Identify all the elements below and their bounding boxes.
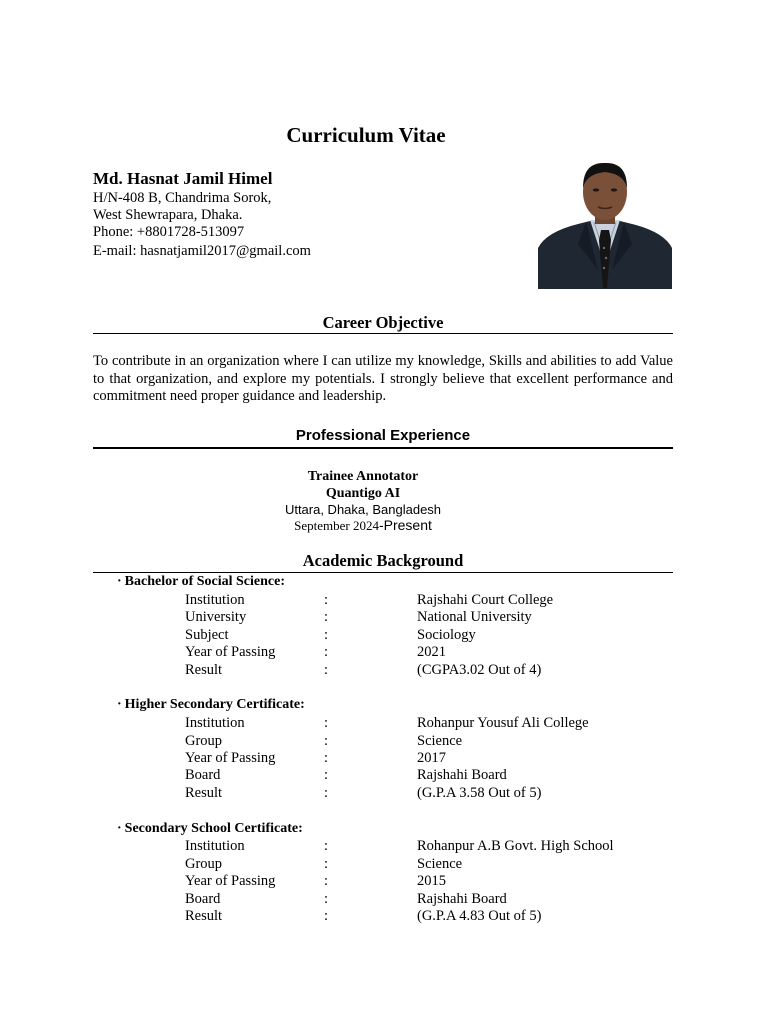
job-period	[233, 517, 493, 534]
field-colon: :	[324, 891, 329, 907]
field-value: Sociology	[417, 627, 476, 643]
field-label: Board	[185, 767, 221, 783]
field-colon: :	[324, 873, 329, 889]
degree-title-text: Bachelor of Social Science:	[124, 574, 285, 589]
degree-title	[117, 574, 285, 590]
field-label: Result	[185, 908, 223, 924]
company-name: Quantigo AI	[325, 486, 401, 501]
email-line: E-mail: hasnatjamil2017@gmail.com	[93, 243, 311, 259]
field-value: (G.P.A 3.58 Out of 5)	[417, 785, 542, 801]
field-colon: :	[324, 715, 329, 731]
field-label: Institution	[185, 838, 245, 854]
field-label: Year of Passing	[185, 750, 276, 766]
field-colon: :	[324, 767, 329, 783]
job-role: Trainee Annotator	[307, 469, 419, 484]
field-label: Board	[185, 891, 221, 907]
field-colon: :	[324, 838, 329, 854]
job-period-start: September 2024	[294, 518, 379, 533]
degree-title	[117, 697, 305, 713]
degree-title	[117, 821, 303, 837]
field-label: Group	[185, 733, 223, 749]
field-value: Science	[417, 733, 463, 749]
field-value: Rajshahi Court College	[417, 592, 554, 608]
field-value: Rajshahi Board	[417, 767, 507, 783]
field-colon: :	[324, 785, 329, 801]
field-colon: :	[324, 644, 329, 660]
field-label: Year of Passing	[185, 873, 276, 889]
address-line-1: H/N-408 B, Chandrima Sorok,	[93, 190, 272, 206]
field-value: Science	[417, 856, 463, 872]
field-value: 2021	[417, 644, 446, 660]
document-title: Curriculum Vitae	[286, 123, 446, 147]
field-colon: :	[324, 609, 329, 625]
candidate-name: Md. Hasnat Jamil Himel	[93, 169, 273, 188]
field-colon: :	[324, 856, 329, 872]
job-period-end: -Present	[378, 517, 432, 533]
degree-title-text: Secondary School Certificate:	[124, 821, 303, 836]
field-value: Rohanpur Yousuf Ali College	[417, 715, 589, 731]
field-value: Rajshahi Board	[417, 891, 507, 907]
field-value: (CGPA3.02 Out of 4)	[417, 662, 542, 678]
career-objective-divider	[93, 333, 673, 334]
field-label: Result	[185, 785, 223, 801]
career-objective-text: To contribute in an organization where I can utilize my knowledge, Skills and abilities to add Value to that organization, and explore my potentials. I strongly believe that excellent performance and commitment need proper guidance and leadership.	[93, 353, 673, 404]
phone-line: Phone: +8801728-513097	[93, 224, 245, 240]
field-value: (G.P.A 4.83 Out of 5)	[417, 908, 542, 924]
field-label: Year of Passing	[185, 644, 276, 660]
field-colon: :	[324, 908, 329, 924]
field-colon: :	[324, 662, 329, 678]
academic-background-heading: Academic Background	[302, 551, 464, 570]
field-value: 2017	[417, 750, 446, 766]
field-label: Group	[185, 856, 223, 872]
field-value: National University	[417, 609, 532, 625]
field-colon: :	[324, 750, 329, 766]
career-objective-heading: Career Objective	[322, 313, 444, 332]
profile-photo	[538, 160, 672, 289]
bullet-icon: ·	[117, 574, 122, 589]
field-label: Result	[185, 662, 223, 678]
professional-experience-divider	[93, 447, 673, 449]
field-label: Institution	[185, 715, 245, 731]
bullet-icon: ·	[117, 697, 122, 712]
field-label: Institution	[185, 592, 245, 608]
field-label: University	[185, 609, 247, 625]
field-colon: :	[324, 733, 329, 749]
field-label: Subject	[185, 627, 229, 643]
degree-title-text: Higher Secondary Certificate:	[124, 697, 305, 712]
address-line-2: West Shewrapara, Dhaka.	[93, 207, 243, 223]
job-location: Uttara, Dhaka, Bangladesh	[284, 502, 442, 517]
professional-experience-heading: Professional Experience	[295, 427, 471, 444]
field-value: 2015	[417, 873, 446, 889]
bullet-icon: ·	[117, 821, 122, 836]
field-value: Rohanpur A.B Govt. High School	[417, 838, 614, 854]
person-portrait-icon	[538, 160, 672, 289]
field-colon: :	[324, 592, 329, 608]
field-colon: :	[324, 627, 329, 643]
academic-background-divider	[93, 572, 673, 573]
